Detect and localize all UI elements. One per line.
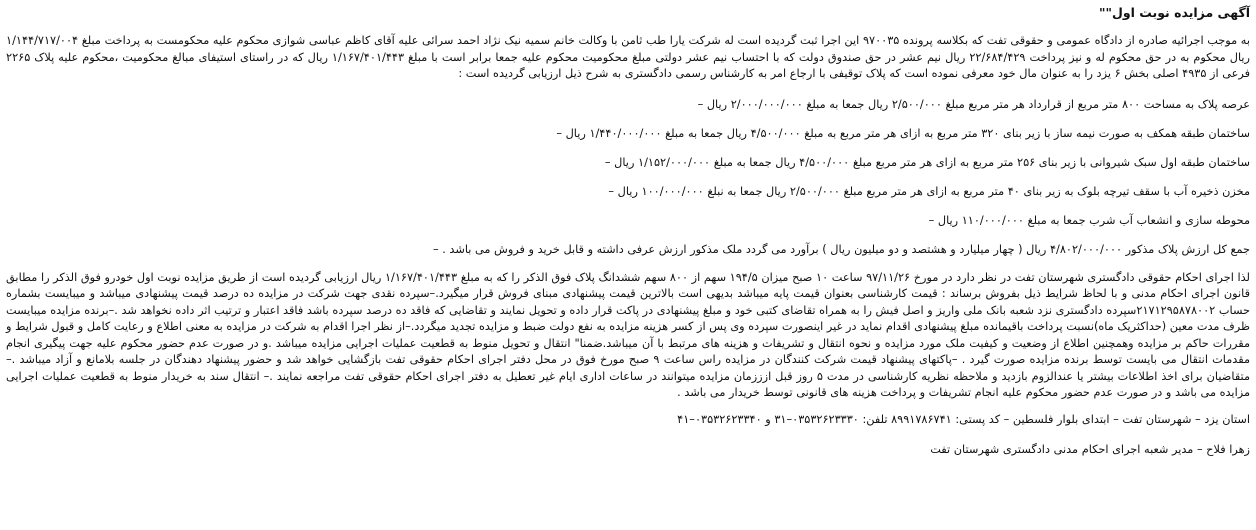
notice-intro-paragraph: به موجب اجرائیه صادره از دادگاه عمومی و حقوقی تفت که بکلاسه پرونده ۹۷۰۰۳۵ این اجرا ثبت گردیده است له شرکت یارا طب ثامن با وکالت خانم سمیه نیک نژاد احمد سرائی علیه آقای کاظم عباسی شوازی محکوم علیه محکومست به پرداخت مبلغ ۱/۱۴۴/۷۱۷/۰۰۴ ریال محکوم به در حق محکوم له و نیز پرداخت ۲۲/۶۸۴/۴۲۹ ریال نیم عشر در حق صندوق دولت که با احتساب نیم عشر دولتی مبلغ محکومیت محکوم علیه جمعا برابر است با مبلغ ۱/۱۶۷/۴۰۱/۴۴۳ ریال که در راستای استیفای مبالغ محکومیت ،محکوم علیه پلاک ۲۲۶۵ فرعی از ۴۹۳۵ اصلی بخش ۶ یزد را به عنوان مال خود معرفی نموده است که پلاک توقیفی با ارجاع امر به کارشناس رسمی دادگستری به شرح ذیل ارزیابی گردیده است : [6,34,1250,80]
appraisal-item-landscaping: محوطه سازی و انشعاب آب شرب جمعا به مبلغ ۱۱۰/۰۰۰/۰۰۰ ریال – [928,213,1250,227]
appraisal-item-water-tank: مخزن ذخیره آب با سقف تیرچه بلوک به زیر بنای ۴۰ متر مربع به ازای هر متر مربع مبلغ ۲/۵۰۰/۰۰۰ ریال جمعا به نبلغ ۱۰۰/۰۰۰/۰۰۰ ریال – [608,184,1250,198]
notice-title: آگهی مزایده نوبت اول"" [1099,5,1250,20]
appraisal-item-total: جمع کل ارزش پلاک مذکور ۴/۸۰۲/۰۰۰/۰۰۰ ریال ( چهار میلیارد و هشتصد و دو میلیون ریال ) برآورد می گردد ملک مذکور ارزش عرفی داشته و قابل خرید و فروش می باشد . – [433,242,1250,256]
appraisal-item-first-floor: ساختمان طبقه اول سبک شیروانی با زیر بنای ۲۵۶ متر مربع به ازای هر متر مربع مبلغ ۴/۵۰۰/۰۰۰ ریال جمعا به مبلغ ۱/۱۵۲/۰۰۰/۰۰۰ ریال – [604,155,1250,169]
auction-terms-paragraph: لذا اجرای احکام حقوقی دادگستری شهرستان تفت در نظر دارد در مورخ ۹۷/۱۱/۲۶ ساعت ۱۰ صبح میزان ۱۹۴/۵ سهم از ۸۰۰ سهم ششدانگ پلاک فوق الذکر را که به مبلغ ۱/۱۶۷/۴۰۱/۴۴۳ ریال ارزیابی گردیده است از طریق مزایده نوبت اول خودرو فوق الذکر را مطابق قانون اجرای احکام مدنی و با لحاظ شرایط ذیل بفروش برساند : قیمت کارشناسی بعنوان قیمت پایه میباشد بدیهی است بالاترین قیمت پیشنهادی مبنای فروش قرار میگیرد.–سپرده نقدی جهت شرکت در مزایده ده درصد قیمت پیشنهادی میباشد و میبایست بشماره حساب ۲۱۷۱۲۹۵۸۷۸۰۰۲سپرده دادگستری نزد شعبه بانک ملی واریز و اصل فیش را به همراه تقاضای کتبی خود و مبلغ پیشنهادی در پاکت قرار داده و تحویل نمایند و تقاضایی که فاقد ده درصد سپرده باشد فاقد اعتبار و ترتیب اثر داده نخواهد شد .–برنده مزایده میبایست ظرف مدت معین (حداکثریک ماه)نسبت پرداخت باقیمانده مبلغ پیشنهادی اقدام نماید در غیر اینصورت سپرده وی پس از کسر هزینه مزایده به نفع دولت ضبط و مزایده تجدید میگردد.–از نظر اجرا اقدام به شرکت در مزایده به معنی اطلاع و رعایت کامل و قبول شرایط و مقررات حاکم بر مزایده وهمچنین اطلاع از وضعیت و کیفیت ملک مورد مزایده و نحوه انتقال و تشریفات و هزینه های مرتبط با آن میباشد.ضمنا" انتقال و تحویل منوط به قطعیت عملیات اجرایی مزایده میباشد .و در صورت عدم حضور محکوم علیه جهت پیگیری انجام مقدمات انتقال می بایست توسط برنده مزایده صورت گیرد . –پاکتهای پیشنهاد قیمت شرکت کنندگان در مزایده راس ساعت ۹ صبح مورخ فوق در محل دفتر اجرای احکام حقوقی تفت بازگشایی خواهد شد و حضور پیشنهاد دهندگان در جلسه بلامانع و آزاد میباشد .–متقاضیان برای اخذ اطلاعات بیشتر یا عندالزوم بازدید و ملاحظه نظریه کارشناسی در مدت ۵ روز قبل ازززمان مزایده میتوانند در ساعات اداری ایام غیر تعطیل به دفتر اجرای احکام حقوقی تفت مراجعه نمایند .– انتقال سند به خریدار منوط به قطعیت عملیات اجرایی مزایده می باشد و در صورت عدم حضور محکوم علیه انجام تشریفات و پرداخت هزینه های قانونی توسط خریدار می باشد . [6,270,1251,399]
appraisal-item-land: عرصه پلاک به مساحت ۸۰۰ متر مربع از قرارداد هر متر مربع مبلغ ۲/۵۰۰/۰۰۰ ریال جمعا به مبلغ ۲/۰۰۰/۰۰۰/۰۰۰ ریال – [697,97,1250,111]
signature-line: زهرا فلاح – مدیر شعبه اجرای احکام مدنی دادگستری شهرستان تفت [930,442,1250,456]
contact-address: استان یزد – شهرستان تفت – ابتدای بلوار فلسطین – کد پستی: ۸۹۹۱۷۸۶۷۴۱ تلفن: ۰۳۵۳۲۶۲۳۳۳۰–۳۱ و ۰۳۵۳۲۶۲۳۳۴۰–۴۱ [677,412,1250,426]
appraisal-item-ground-floor: ساختمان طبقه همکف به صورت نیمه ساز با زیر بنای ۳۲۰ متر مربع به ازای هر متر مربع به مبلغ ۴/۵۰۰/۰۰۰ ریال جمعا به مبلغ ۱/۴۴۰/۰۰۰/۰۰۰ ریال – [556,126,1250,140]
